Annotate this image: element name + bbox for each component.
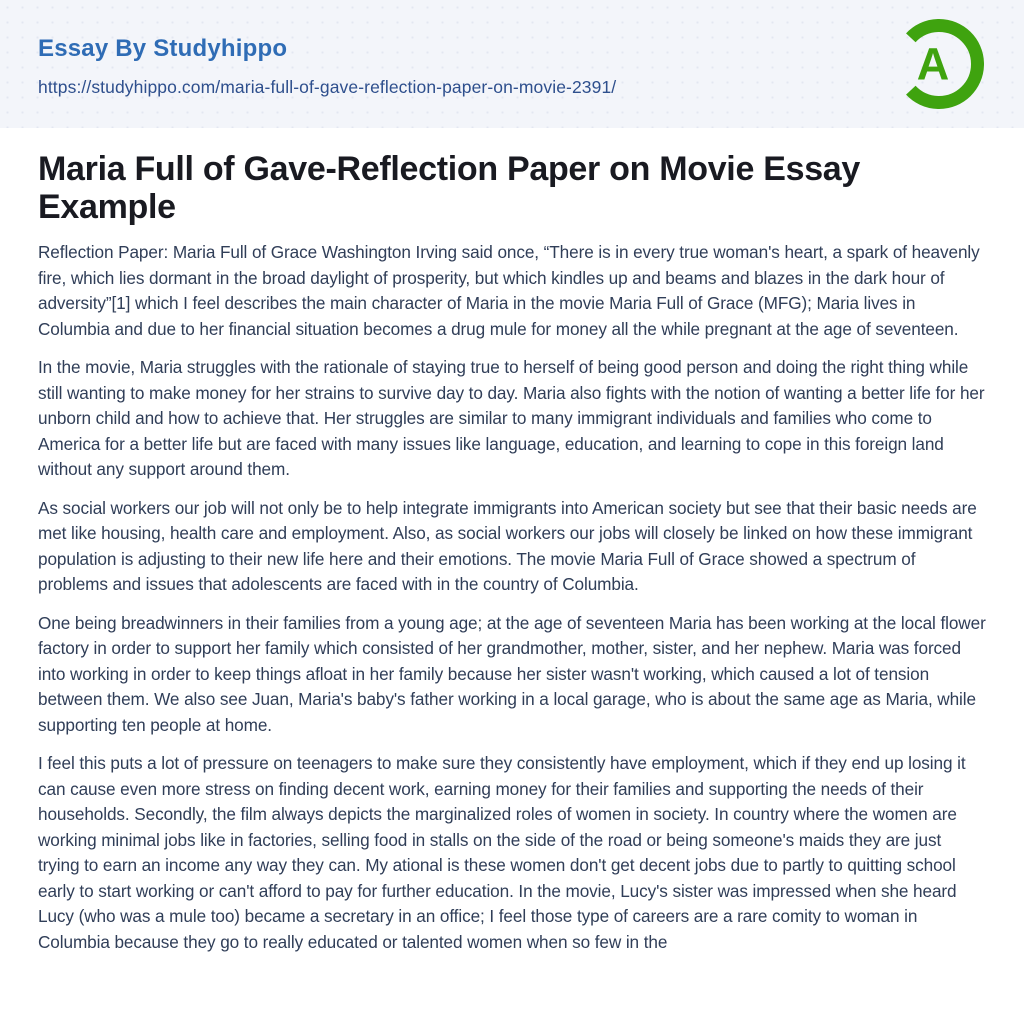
site-title: Essay By Studyhippo xyxy=(38,34,288,62)
article-body xyxy=(38,240,986,955)
article-paragraph: As social workers our job will not only be to help integrate immigrants into American society but see that their basic needs are met like housing, health care and employment. Also, as social workers our jobs will closely be linked on how these immigrant population is adjusting to their new life here and their emotions. The movie Maria Full of Grace showed a spectrum of problems and issues that adolescents are faced with in the country of Columbia. xyxy=(38,497,977,594)
article-paragraph: In the movie, Maria struggles with the rationale of staying true to herself of being good person and doing the right thing while still wanting to make money for her strains to survive day to day. Maria also fights with the notion of wanting a better life for her unborn child and how to achieve that. Her struggles are similar to many immigrant individuals and families who come to America for a better life but are faced with many issues like language, education, and learning to cope in this foreign land without any support around them. xyxy=(38,357,985,479)
source-url-link[interactable]: https://studyhippo.com/maria-full-of-gave-reflection-paper-on-movie-2391/ xyxy=(38,76,617,97)
article xyxy=(0,128,1024,955)
logo-letter: A xyxy=(916,38,950,90)
header-text-block xyxy=(38,31,616,98)
site-header xyxy=(0,0,1024,128)
article-paragraph: I feel this puts a lot of pressure on teenagers to make sure they consistently have employment, which if they end up losing it can cause even more stress on finding decent work, earning money for their families and supporting the needs of their households. Secondly, the film always depicts the marginalized roles of women in society. In country where the women are working minimal jobs like in factories, selling food in stalls on the side of the road or being someone's maids they are just trying to earn an income any way they can. My ational is these women don't get decent jobs due to partly to quitting school early to start working or can't afford to pay for further education. In the movie, Lucy's sister was impressed when she heard Lucy (who was a mule too) became a secretary in an office; I feel those type of careers are a rare comity to woman in Columbia because they go to really educated or talented women when so few in the xyxy=(38,753,966,952)
article-paragraph: Reflection Paper: Maria Full of Grace Washington Irving said once, “There is in every true woman's heart, a spark of heavenly fire, which lies dormant in the broad daylight of prosperity, but which kindles up and beams and blazes in the dark hour of adversity”[1] which I feel describes the main character of Maria in the movie Maria Full of Grace (MFG); Maria lives in Columbia and due to her financial situation becomes a drug mule for money all the while pregnant at the age of seventeen. xyxy=(38,242,980,339)
header-inner xyxy=(0,0,1024,128)
article-title: Maria Full of Gave-Reflection Paper on Movie Essay Example xyxy=(38,150,861,226)
studyhippo-logo xyxy=(892,18,984,110)
article-paragraph: One being breadwinners in their families from a young age; at the age of seventeen Maria has been working at the local flower factory in order to support her family which consisted of her grandmother, mother, sister, and her nephew. Maria was forced into working in order to keep things afloat in her family because her sister wasn't working, which caused a lot of tension between them. We also see Juan, Maria's baby's father working in a local garage, who is about the same age as Maria, while supporting ten people at home. xyxy=(38,612,986,735)
logo-ring-icon xyxy=(892,18,984,110)
